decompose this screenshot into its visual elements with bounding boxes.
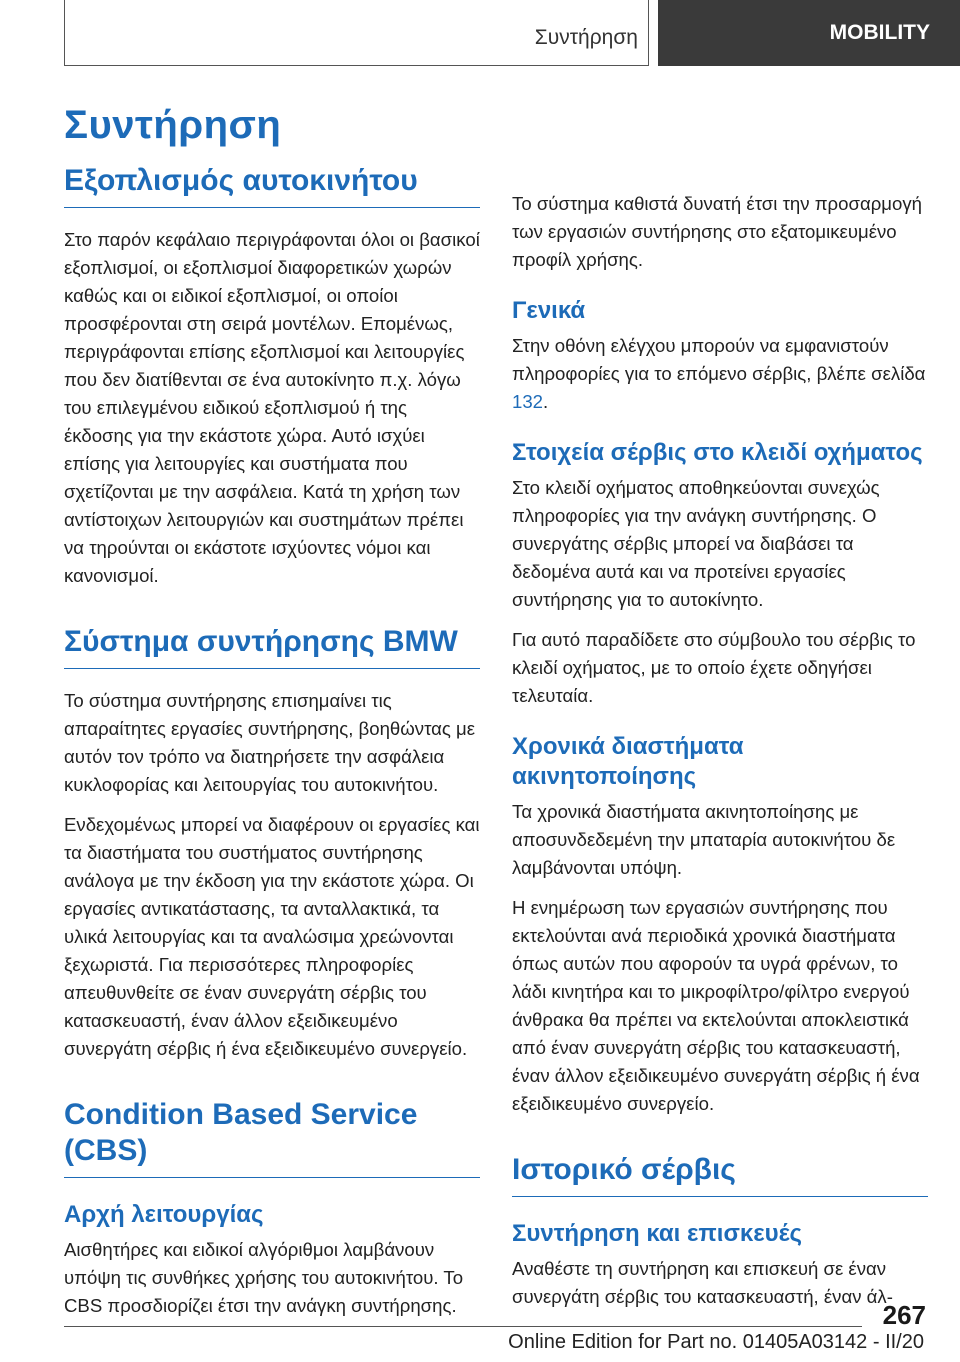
footer-rule: [64, 1326, 862, 1327]
heading-idle-periods: Χρονικά διαστήματα ακινητοποίησης: [512, 733, 744, 790]
paragraph-idle-2: Η ενημέρωση των εργασιών συντήρησης που εκτελούνται ανά περιοδικά χρονικά διαστήματα όπως αυτών που αφορούν τα υγρά φρένων, το λάδι κινητήρα και το μικροφίλτρο/φίλτρο ενεργού άνθρακα θα πρέπει να εκτελούνται αποκλειστικά από έναν συνεργάτη σέρβις του κατασκευαστή, έναν άλλον εξειδικευμένο συνεργάτη σέρβις ή ένα εξειδικευμένο συνεργείο.: [512, 897, 920, 1114]
heading-general: Γενικά: [512, 297, 586, 324]
heading-vehicle-equipment: Εξοπλισμός αυτοκινήτου: [64, 163, 480, 208]
header-rule-middle: [648, 0, 649, 66]
footer-edition: Online Edition for Part no. 01405A03142 - II/20: [508, 1331, 924, 1353]
heading-maintenance-repairs: Συντήρηση και επισκευές: [512, 1220, 802, 1247]
paragraph-general-text: Στην οθόνη ελέγχου μπορούν να εμφανιστούν πληροφορίες για το επόμενο σέρβις, βλέπε σελίδα: [512, 335, 926, 384]
paragraph-bmw-2: Ενδεχομένως μπορεί να διαφέρουν οι εργασίες και τα διαστήματα του συστήματος συντήρησης ανάλογα με την έκδοση για την εκάστοτε χώρα. Οι εργασίες αντικατάστασης, τα ανταλλακτικά, τα υλικά λειτουργίας και τα αναλώσιμα χρεώνονται ξεχωριστά. Για περισσότερες πληροφορίες απευθυνθείτε σε έναν συνεργάτη σέρβις του κατασκευαστή, έναν άλλον εξειδικευμένο συνεργάτη σέρβις ή ένα εξειδικευμένο συνεργείο.: [64, 814, 480, 1059]
paragraph-repair: Αναθέστε τη συντήρηση και επισκευή σε έναν συνεργάτη σέρβις του κατασκευαστή, έναν άλ-: [512, 1258, 893, 1307]
header-section-label: Συντήρηση: [534, 26, 638, 49]
page-number: 267: [882, 1300, 926, 1330]
page-reference-link[interactable]: 132: [512, 391, 544, 412]
chapter-tab[interactable]: [658, 0, 960, 66]
heading-principle: Αρχή λειτουργίας: [64, 1201, 264, 1228]
heading-service-history: Ιστορικό σέρβις: [512, 1152, 928, 1197]
page-title: Συντήρηση: [64, 103, 282, 147]
paragraph-key-2: Για αυτό παραδίδετε στο σύμβουλο του σέρβις το κλειδί οχήματος, με το οποίο έχετε οδηγήσει τελευταία.: [512, 629, 916, 706]
right-column: [512, 190, 928, 1323]
paragraph-intro: Το σύστημα καθιστά δυνατή έτσι την προσαρμογή των εργασιών συντήρησης στο εξατομικευμένο προφίλ χρήσης.: [512, 193, 922, 270]
paragraph-idle-1: Τα χρονικά διαστήματα ακινητοποίησης με αποσυνδεδεμένη την μπαταρία αυτοκινήτου δε λαμβάνονται υπόψη.: [512, 801, 896, 878]
paragraph-general: [512, 332, 928, 416]
header-rule-bottom: [64, 65, 649, 66]
heading-cbs: Condition Based Service (CBS): [64, 1097, 480, 1178]
left-column: [64, 163, 480, 1332]
paragraph-principle: Αισθητήρες και ειδικοί αλγόριθμοι λαμβάνουν υπόψη τις συνθήκες χρήσης του αυτοκινήτου. Το CBS προσδιορίζει έτσι την ανάγκη συντήρησης.: [64, 1239, 464, 1316]
paragraph-key-1: Στο κλειδί οχήματος αποθηκεύονται συνεχώς πληροφορίες για την ανάγκη συντήρησης. Ο συνεργάτης σέρβις μπορεί να διαβάσει τα δεδομένα αυτά και να προτείνει εργασίες συντήρησης για το αυτοκίνητο.: [512, 477, 880, 610]
paragraph-general-period: .: [543, 391, 549, 412]
chapter-tab-label: MOBILITY: [829, 21, 930, 44]
paragraph-bmw-1: Το σύστημα συντήρησης επισημαίνει τις απαραίτητες εργασίες συντήρησης, βοηθώντας με αυτόν τον τρόπο να διατηρήσετε την ασφάλεια κυκλοφορίας και λειτουργίας του αυτοκινήτου.: [64, 690, 476, 795]
paragraph-vehicle-equipment: Στο παρόν κεφάλαιο περιγράφονται όλοι οι βασικοί εξοπλισμοί, οι εξοπλισμοί διαφορετικών χωρών καθώς και οι ειδικοί εξοπλισμοί, οι οποίοι προσφέρονται στη σειρά μοντέλων. Επομένως, περιγράφονται επίσης εξοπλισμοί και λειτουργίες που δεν διατίθενται σε ένα αυτοκίνητο π.χ. λόγω του επιλεγμένου ειδικού εξοπλισμού ή της έκδοσης για την εκάστοτε χώρα. Αυτό ισχύει επίσης για λειτουργίες και συστήματα που σχετίζονται με την ασφάλεια. Κατά τη χρήση των αντίστοιχων λειτουργιών και συστημάτων πρέπει να τηρούνται οι εκάστοτε ισχύοντες νόμοι και κανονισμοί.: [64, 229, 480, 586]
header-rule-left: [64, 0, 65, 66]
heading-bmw-maintenance-system: Σύστημα συντήρησης BMW: [64, 624, 480, 669]
heading-service-data-key: Στοιχεία σέρβις στο κλειδί οχήματος: [512, 439, 923, 466]
